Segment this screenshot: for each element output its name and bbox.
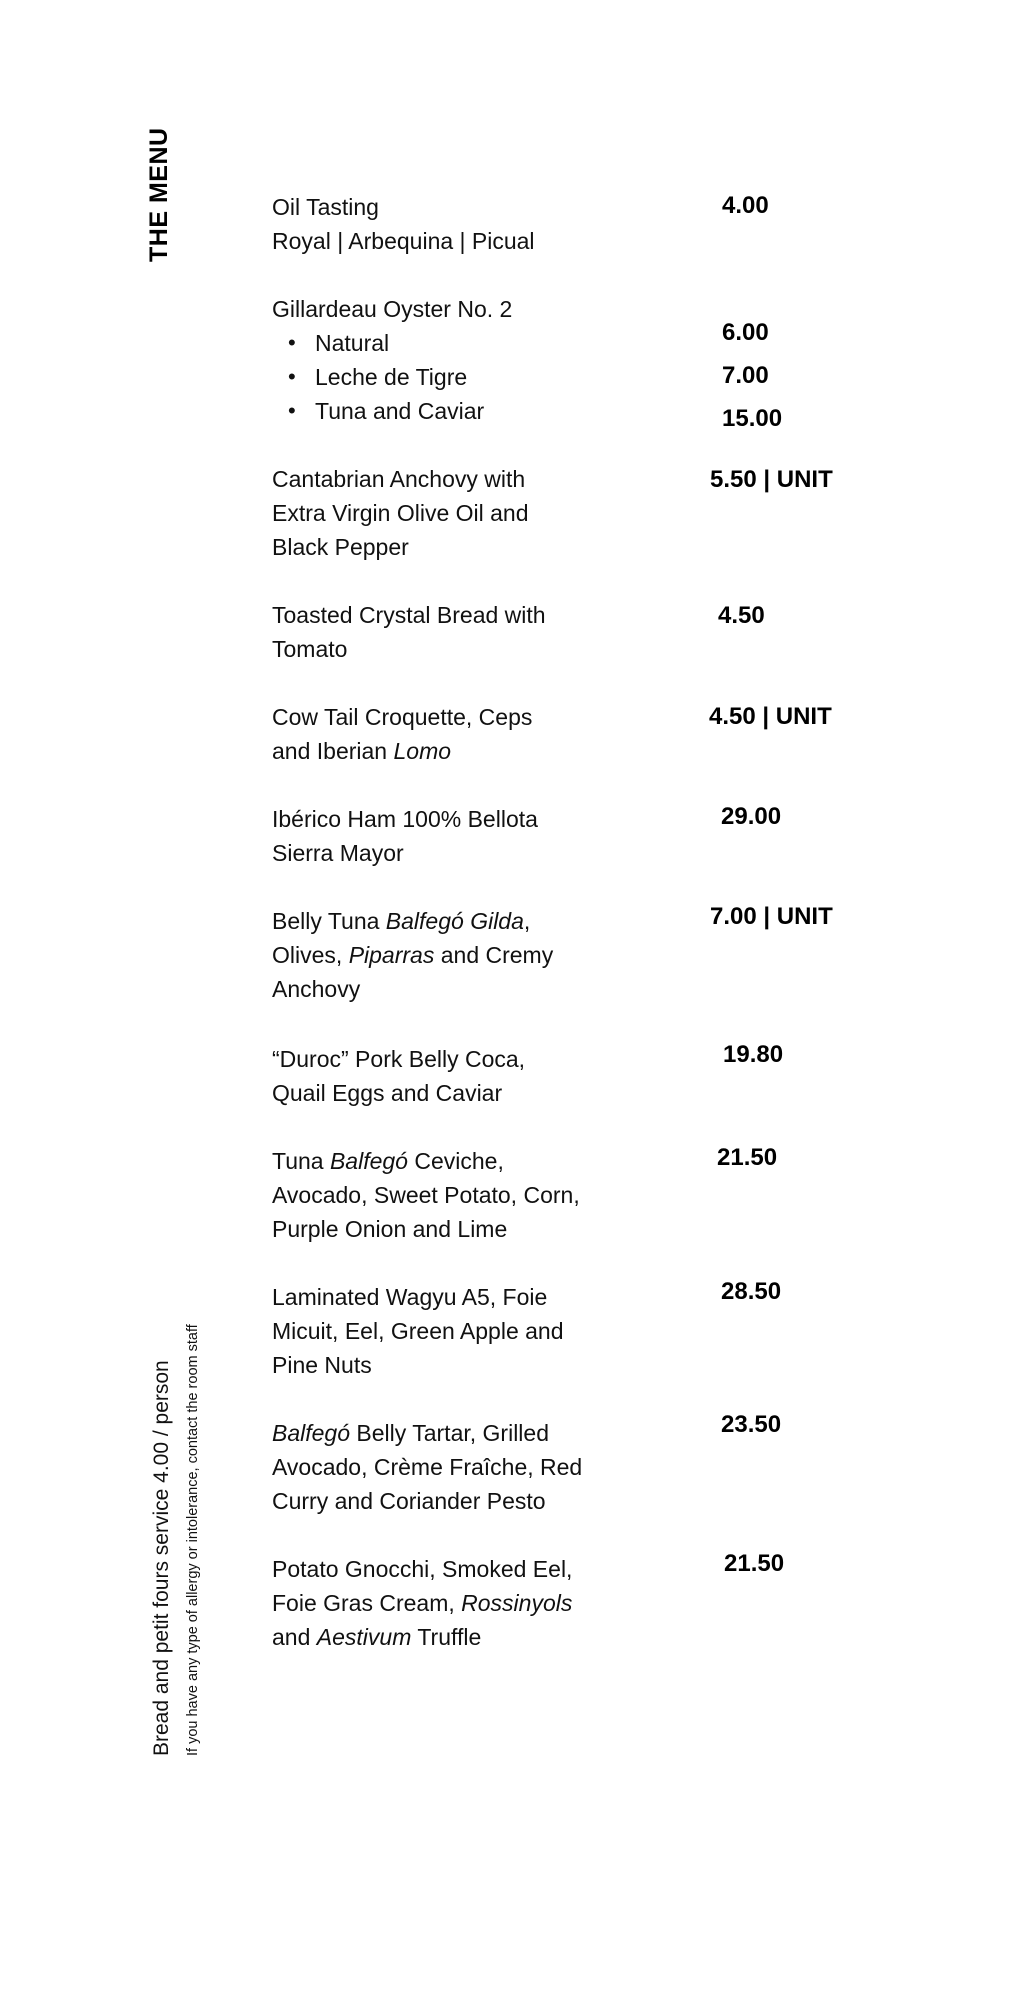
menu-item-name-line: Oil Tasting bbox=[272, 194, 379, 220]
menu-item bbox=[272, 1552, 632, 1654]
menu-item bbox=[272, 904, 632, 1006]
menu-item-option: • Natural bbox=[272, 326, 632, 360]
bread-service-note: Bread and petit fours service 4.00 / person bbox=[150, 1360, 173, 1756]
menu-item-option-price: 6.00 bbox=[722, 319, 769, 346]
menu-item-name-line: Pine Nuts bbox=[272, 1352, 372, 1378]
menu-item-name-line: Toasted Crystal Bread with bbox=[272, 602, 546, 628]
menu-item-name-line: “Duroc” Pork Belly Coca, bbox=[272, 1046, 526, 1072]
menu-item-price: 7.00 | UNIT bbox=[710, 903, 833, 930]
menu-item-name-line: Avocado, Crème Fraîche, Red bbox=[272, 1454, 583, 1480]
menu-item bbox=[272, 700, 632, 768]
menu-item-option: • Leche de Tigre bbox=[272, 360, 632, 394]
menu-item-name-line: and Aestivum Truffle bbox=[272, 1624, 482, 1650]
menu-item-name-line: Sierra Mayor bbox=[272, 840, 404, 866]
menu-item bbox=[272, 1280, 632, 1382]
menu-item-price: 19.80 bbox=[723, 1041, 784, 1068]
menu-item-price: 28.50 bbox=[721, 1278, 782, 1305]
menu-item-name-line: Avocado, Sweet Potato, Corn, bbox=[272, 1182, 580, 1208]
menu-item-option-price: 15.00 bbox=[722, 405, 783, 432]
menu-item-name-line: Balfegó Belly Tartar, Grilled bbox=[272, 1420, 549, 1446]
menu-item-price: 21.50 bbox=[717, 1144, 778, 1171]
allergy-note: If you have any type of allergy or intolerance, contact the room staff bbox=[185, 1324, 201, 1756]
menu-item-name-line: and Iberian Lomo bbox=[272, 738, 452, 764]
menu-item-name-line: Micuit, Eel, Green Apple and bbox=[272, 1318, 564, 1344]
menu-item-name-line: Anchovy bbox=[272, 976, 361, 1002]
menu-item-name-line: Royal | Arbequina | Picual bbox=[272, 228, 535, 254]
menu-item-name-line: Extra Virgin Olive Oil and bbox=[272, 500, 529, 526]
menu-item-options bbox=[272, 326, 632, 428]
menu-item bbox=[272, 190, 632, 258]
menu-item bbox=[272, 1042, 632, 1110]
menu-item-name-line: Gillardeau Oyster No. 2 bbox=[272, 296, 513, 322]
menu-item-option-price: 7.00 bbox=[722, 362, 769, 389]
menu-item-name-line: Black Pepper bbox=[272, 534, 409, 560]
menu-item-name-line: Tuna Balfegó Ceviche, bbox=[272, 1148, 504, 1174]
menu-item-option: • Tuna and Caviar bbox=[272, 394, 632, 428]
menu-item-price: 4.00 bbox=[722, 192, 769, 219]
menu-item-name-line: Quail Eggs and Caviar bbox=[272, 1080, 503, 1106]
menu-item-price: 5.50 | UNIT bbox=[710, 466, 833, 493]
menu-item bbox=[272, 598, 632, 666]
menu-item-price: 4.50 bbox=[718, 602, 765, 629]
menu-item bbox=[272, 1416, 632, 1518]
menu-item-name-line: Curry and Coriander Pesto bbox=[272, 1488, 546, 1514]
menu-item bbox=[272, 462, 632, 564]
menu-item-name-line: Cantabrian Anchovy with bbox=[272, 466, 526, 492]
menu-item-name-line: Laminated Wagyu A5, Foie bbox=[272, 1284, 548, 1310]
menu-item-name-line: Potato Gnocchi, Smoked Eel, bbox=[272, 1556, 573, 1582]
menu-item-name-line: Purple Onion and Lime bbox=[272, 1216, 508, 1242]
menu-item bbox=[272, 802, 632, 870]
menu-item-price: 4.50 | UNIT bbox=[709, 703, 832, 730]
menu-title: THE MENU bbox=[145, 127, 173, 262]
menu-item bbox=[272, 292, 632, 428]
menu-item-name-line: Belly Tuna Balfegó Gilda, bbox=[272, 908, 531, 934]
menu-item-name-line: Foie Gras Cream, Rossinyols bbox=[272, 1590, 573, 1616]
menu-item-name-line: Tomato bbox=[272, 636, 348, 662]
menu-item-name-line: Cow Tail Croquette, Ceps bbox=[272, 704, 533, 730]
menu-item-name-line: Ibérico Ham 100% Bellota bbox=[272, 806, 538, 832]
menu-item-name-line: Olives, Piparras and Cremy bbox=[272, 942, 554, 968]
menu-item-price: 21.50 bbox=[724, 1550, 785, 1577]
menu-item bbox=[272, 1144, 632, 1246]
menu-item-price: 23.50 bbox=[721, 1411, 782, 1438]
menu-item-price: 29.00 bbox=[721, 803, 782, 830]
